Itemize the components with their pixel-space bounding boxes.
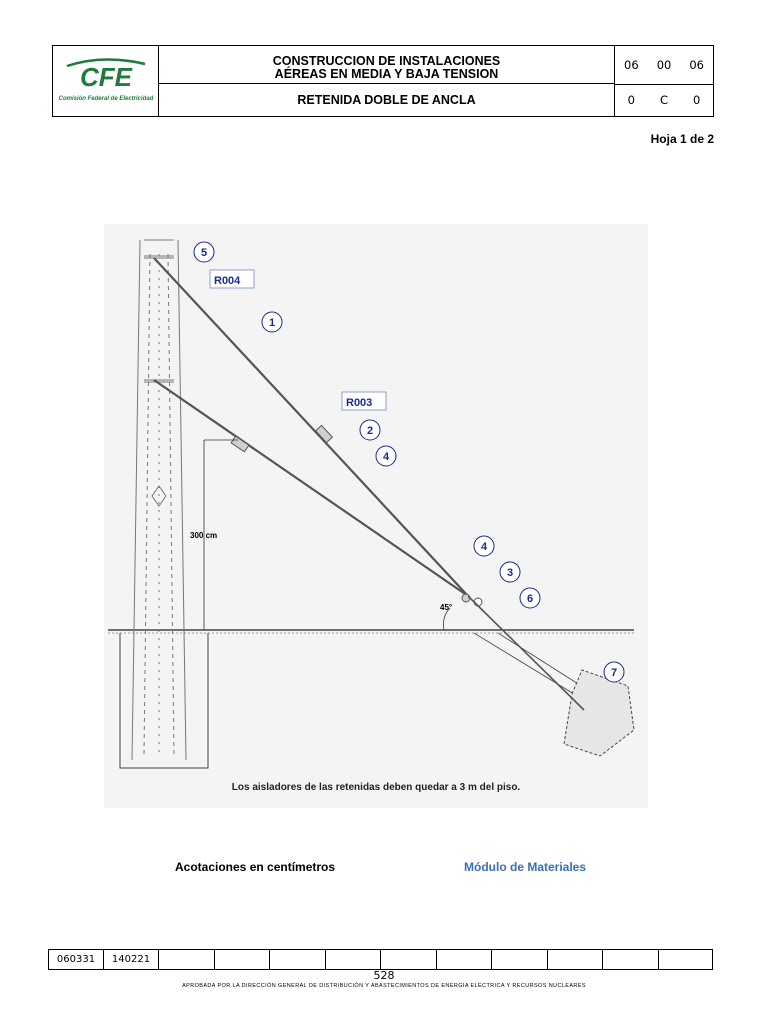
revision-cell [215,950,270,969]
revision-cell [159,950,215,969]
svg-text:CFE: CFE [80,62,132,92]
page-number: 528 [373,969,395,982]
code-cells [615,46,713,116]
revision-cell: 060331 [49,950,104,969]
code-cell: 0 [627,93,635,107]
callout-4-upper [376,446,396,466]
code-cell: 06 [689,58,704,72]
revision-cell: 140221 [104,950,159,969]
svg-text:3: 3 [506,567,514,579]
svg-text:1: 1 [268,317,276,329]
svg-text:R004: R004 [214,275,241,287]
document-subtitle: RETENIDA DOBLE DE ANCLA [297,93,476,107]
document-title [159,46,614,84]
code-cell: C [659,93,669,107]
revision-cell [270,950,326,969]
revision-cell [437,950,492,969]
approval-statement: APROBADA POR LA DIRECCIÓN GENERAL DE DISTRIBUCIÓN Y ABASTECIMIENTOS DE ENERGÍA ELÉCTRICA Y RECURSOS NUCLEARES [182,983,586,989]
guy-wire-drawing [104,224,648,808]
cfe-logo-icon [63,56,149,92]
revision-cell [548,950,603,969]
code-cell: 00 [656,58,672,72]
svg-text:4: 4 [382,451,390,463]
revision-cell [603,950,659,969]
ref-r003 [342,392,386,410]
callout-5 [194,242,214,262]
revision-cell [381,950,437,969]
dimensions-note: Acotaciones en centímetros [175,860,336,874]
callout-7 [604,662,624,682]
callout-2 [360,420,380,440]
title-cell [159,46,615,116]
svg-text:5: 5 [200,247,208,259]
revision-cell [659,950,712,969]
height-label: 300 cm [190,531,218,540]
revision-table [48,949,713,970]
sheet-number: Hoja 1 de 2 [650,132,714,146]
code-cell: 0 [693,93,701,107]
ref-r004 [210,270,254,288]
logo-subtitle: Comisión Federal de Electricidad [58,96,154,102]
callout-4-lower [474,536,494,556]
installation-note: Los aisladores de las retenidas deben quedar a 3 m del piso. [231,782,521,793]
code-cell: 06 [624,58,639,72]
svg-text:4: 4 [480,541,488,553]
header-table [52,45,714,117]
materials-module-link[interactable]: Módulo de Materiales [464,860,587,874]
revision-cell [492,950,548,969]
svg-text:7: 7 [610,667,618,679]
svg-text:2: 2 [366,425,374,437]
angle-label: 45° [440,603,453,612]
callout-3 [500,562,520,582]
logo-cell [53,46,159,116]
revision-cell [326,950,381,969]
svg-text:6: 6 [526,593,534,605]
code-row-2 [615,84,713,116]
title-line-1: CONSTRUCCION DE INSTALACIONES [272,54,501,68]
code-row-1 [615,46,713,85]
callout-6 [520,588,540,608]
title-line-2: AÉREAS EN MEDIA Y BAJA TENSION [274,67,499,81]
svg-text:R003: R003 [346,397,373,409]
callout-1 [262,312,282,332]
